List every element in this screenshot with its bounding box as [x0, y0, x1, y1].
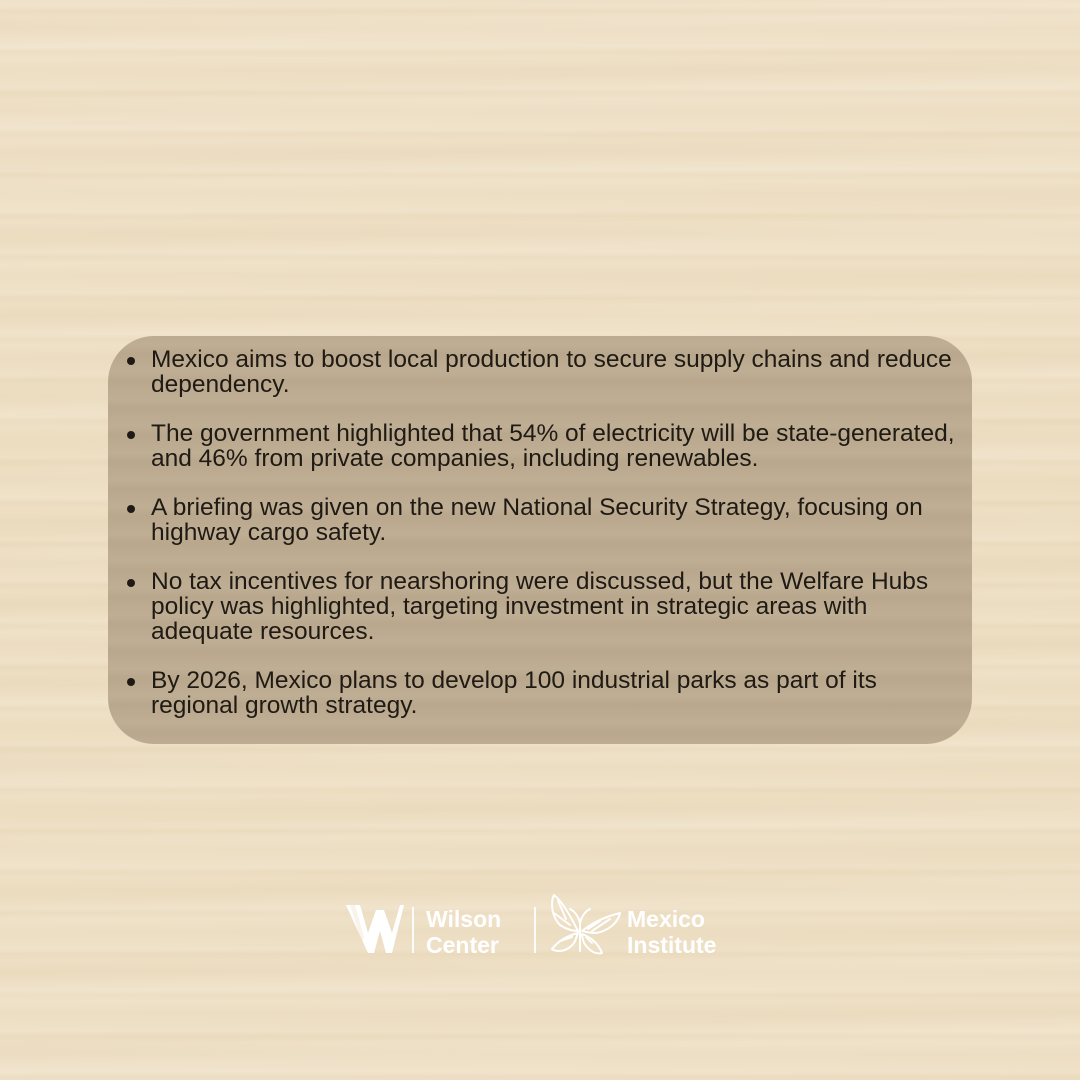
list-item — [126, 569, 956, 644]
logo-divider — [534, 907, 536, 953]
list-item — [126, 495, 956, 545]
bullet-text: Mexico aims to boost local production to secure supply chains and reduce dependency. — [151, 346, 952, 398]
butterfly-icon — [540, 891, 622, 971]
list-item — [126, 668, 956, 718]
summary-panel — [108, 336, 972, 744]
bullet-text: A briefing was given on the new National Security Strategy, focusing on highway cargo safety. — [151, 494, 923, 546]
bullet-text: By 2026, Mexico plans to develop 100 industrial parks as part of its regional growth strategy. — [151, 667, 877, 719]
wilson-center-logo-text — [426, 906, 501, 958]
bullet-text: No tax incentives for nearshoring were discussed, but the Welfare Hubs policy was highlighted, targeting investment in strategic areas with adequate resources. — [151, 568, 929, 645]
logo-divider — [412, 907, 414, 953]
bullet-text: The government highlighted that 54% of electricity will be state-generated, and 46% from private companies, including renewables. — [151, 420, 955, 472]
footer-logos — [346, 891, 736, 971]
bullet-dot — [127, 678, 135, 686]
wilson-line1: Wilson — [426, 906, 502, 932]
mexico-line1: Mexico — [627, 906, 705, 932]
bullet-dot — [127, 579, 135, 587]
list-item — [126, 347, 956, 397]
mexico-institute-logo-text — [627, 906, 716, 958]
bullet-list — [126, 347, 956, 718]
mexico-line2: Institute — [627, 932, 717, 958]
bullet-dot — [127, 357, 135, 365]
wilson-w-logo-icon — [346, 905, 404, 953]
bullet-dot — [127, 505, 135, 513]
wilson-line2: Center — [426, 932, 499, 958]
bullet-dot — [127, 431, 135, 439]
list-item — [126, 421, 956, 471]
